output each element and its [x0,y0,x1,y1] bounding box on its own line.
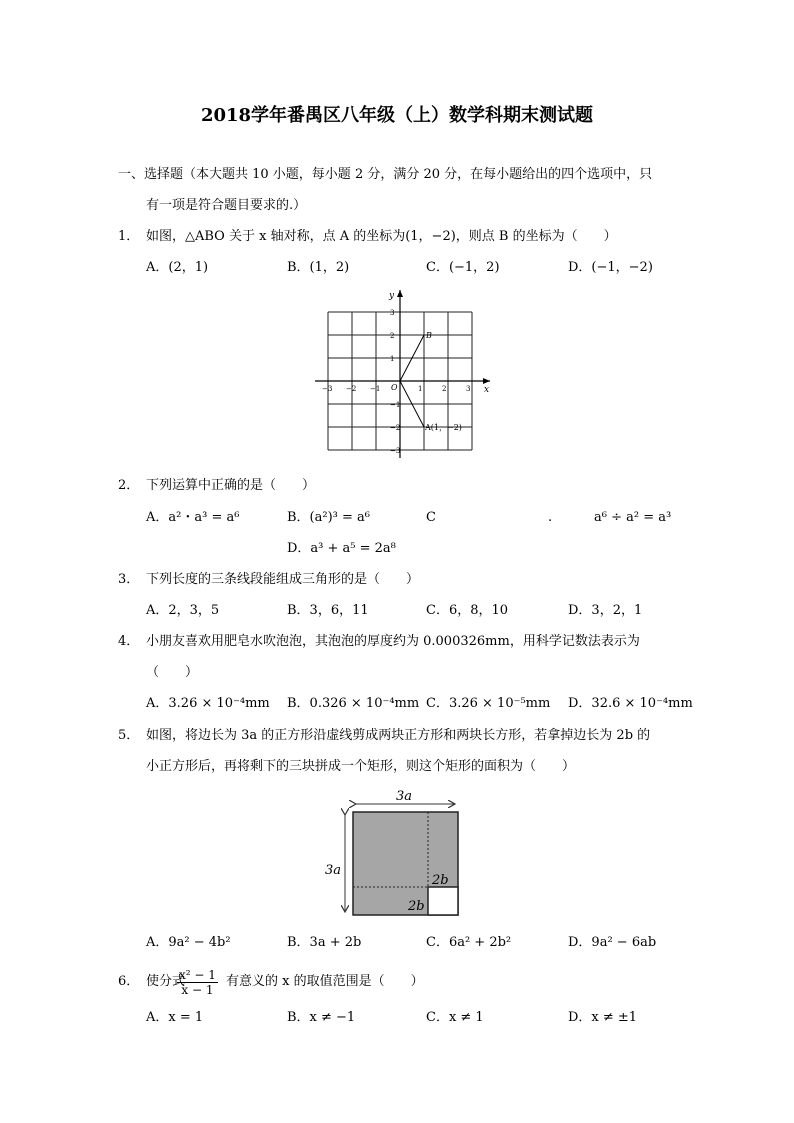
q4-option-b: B．0.326 × 10⁻⁴mm [287,696,420,711]
q5-text: 如图，将边长为 3a 的正方形沿虚线剪成两块正方形和两块长方形，若拿掉边长为 2b 的 [146,728,651,743]
point-a-label: A(1，−2) [425,423,462,432]
q6-option-b: B．x ≠ −1 [287,1010,356,1025]
q1-option-b: B．(1，2) [287,260,350,275]
q1-option-a: A．(2，1) [146,260,209,275]
y-axis-label: y [389,291,395,301]
q5-square-figure [320,785,470,925]
q4-option-a: A．3.26 × 10⁻⁴mm [146,696,270,711]
x-tick-label: 2 [442,385,447,393]
y-axis-arrow-icon [397,290,403,297]
q3-text: 下列长度的三条线段能组成三角形的是（ ） [146,572,420,587]
q2-option-a: A．a²・a³ = a⁶ [146,510,240,525]
section-heading-line1: 一、选择题（本大题共 10 小题，每小题 2 分，满分 20 分，在每小题给出的四个选项中，只 [118,167,653,182]
origin-label: O [391,383,398,392]
q4-option-c: C．3.26 × 10⁻⁵mm [426,696,551,711]
q2-option-c-expr: a⁶ ÷ a² = a³ [594,510,672,525]
y-tick-label: −2 [390,424,401,432]
q4-option-d: D．32.6 × 10⁻⁴mm [568,696,693,711]
q5-text-line2: 小正方形后，再将剩下的三块拼成一个矩形，则这个矩形的面积为（ ） [146,759,576,774]
q4-text-paren: （ ） [146,665,199,680]
q1-text: 如图，△ABO 关于 x 轴对称，点 A 的坐标为(1，−2)，则点 B 的坐标为（ ） [146,229,617,244]
q2-option-c-label: C [426,510,436,525]
x-tick-label: 3 [466,385,471,393]
q3-option-d: D．3，2，1 [568,603,643,618]
page-title: 2018学年番禺区八年级（上）数学科期末测试题 [200,105,594,126]
q2-text: 下列运算中正确的是（ ） [146,478,316,493]
q1-option-d: D．(−1，−2) [568,260,653,275]
y-tick-label: 1 [390,355,395,363]
q1-coordinate-figure [310,285,500,460]
q6-fraction-denominator: x − 1 [181,983,214,997]
x-tick-label: 1 [418,385,423,393]
q1-number: 1． [118,229,140,244]
q6-fraction [177,968,218,997]
y-tick-label: −3 [390,447,401,455]
q4-number: 4． [118,634,140,649]
x-axis-label: x [484,385,490,395]
q2-number: 2． [118,478,140,493]
x-tick-label: −2 [346,385,357,393]
q1-option-c: C．(−1，2) [426,260,500,275]
point-b-label: B [426,331,432,340]
q5-small-top-label: 2b [432,873,449,888]
q5-option-b: B．3a + 2b [287,935,362,950]
q5-small-left-label: 2b [408,899,425,914]
q3-number: 3． [118,572,140,587]
q4-text: 小朋友喜欢用肥皂水吹泡泡，其泡泡的厚度约为 0.000326mm，用科学记数法表示为 [146,634,640,649]
q5-top-label: 3a [396,789,413,804]
q6-option-c: C．x ≠ 1 [426,1010,484,1025]
q5-side-label: 3a [325,863,342,878]
q3-option-c: C．6，8，10 [426,603,509,618]
q6-option-a: A．x = 1 [146,1010,204,1025]
q5-option-c: C．6a² + 2b² [426,935,512,950]
q6-number: 6． [118,974,140,989]
x-axis-arrow-icon [483,378,490,384]
q6-option-d: D．x ≠ ±1 [568,1010,638,1025]
q6-text-post: 有意义的 x 的取值范围是（ ） [226,974,424,989]
q5-option-d: D．9a² − 6ab [568,935,657,950]
x-tick-label: −1 [370,385,381,393]
y-tick-label: 2 [390,332,395,340]
q3-option-b: B．3，6，11 [287,603,369,618]
y-tick-label: −1 [390,401,401,409]
y-tick-label: 3 [390,309,395,317]
q5-option-a: A．9a² − 4b² [146,935,231,950]
q2-option-c-dot: . [548,510,553,525]
q5-number: 5． [118,728,140,743]
q3-option-a: A．2，3，5 [146,603,220,618]
q2-option-d: D．a³ + a⁵ = 2a⁸ [287,541,396,556]
q6-text-pre: 使分式 [146,974,186,989]
q6-fraction-numerator: x² − 1 [179,968,216,982]
section-heading-line2: 有一项是符合题目要求的.） [146,198,307,213]
q2-option-b: B．(a²)³ = a⁶ [287,510,370,525]
x-tick-label: −3 [322,385,333,393]
